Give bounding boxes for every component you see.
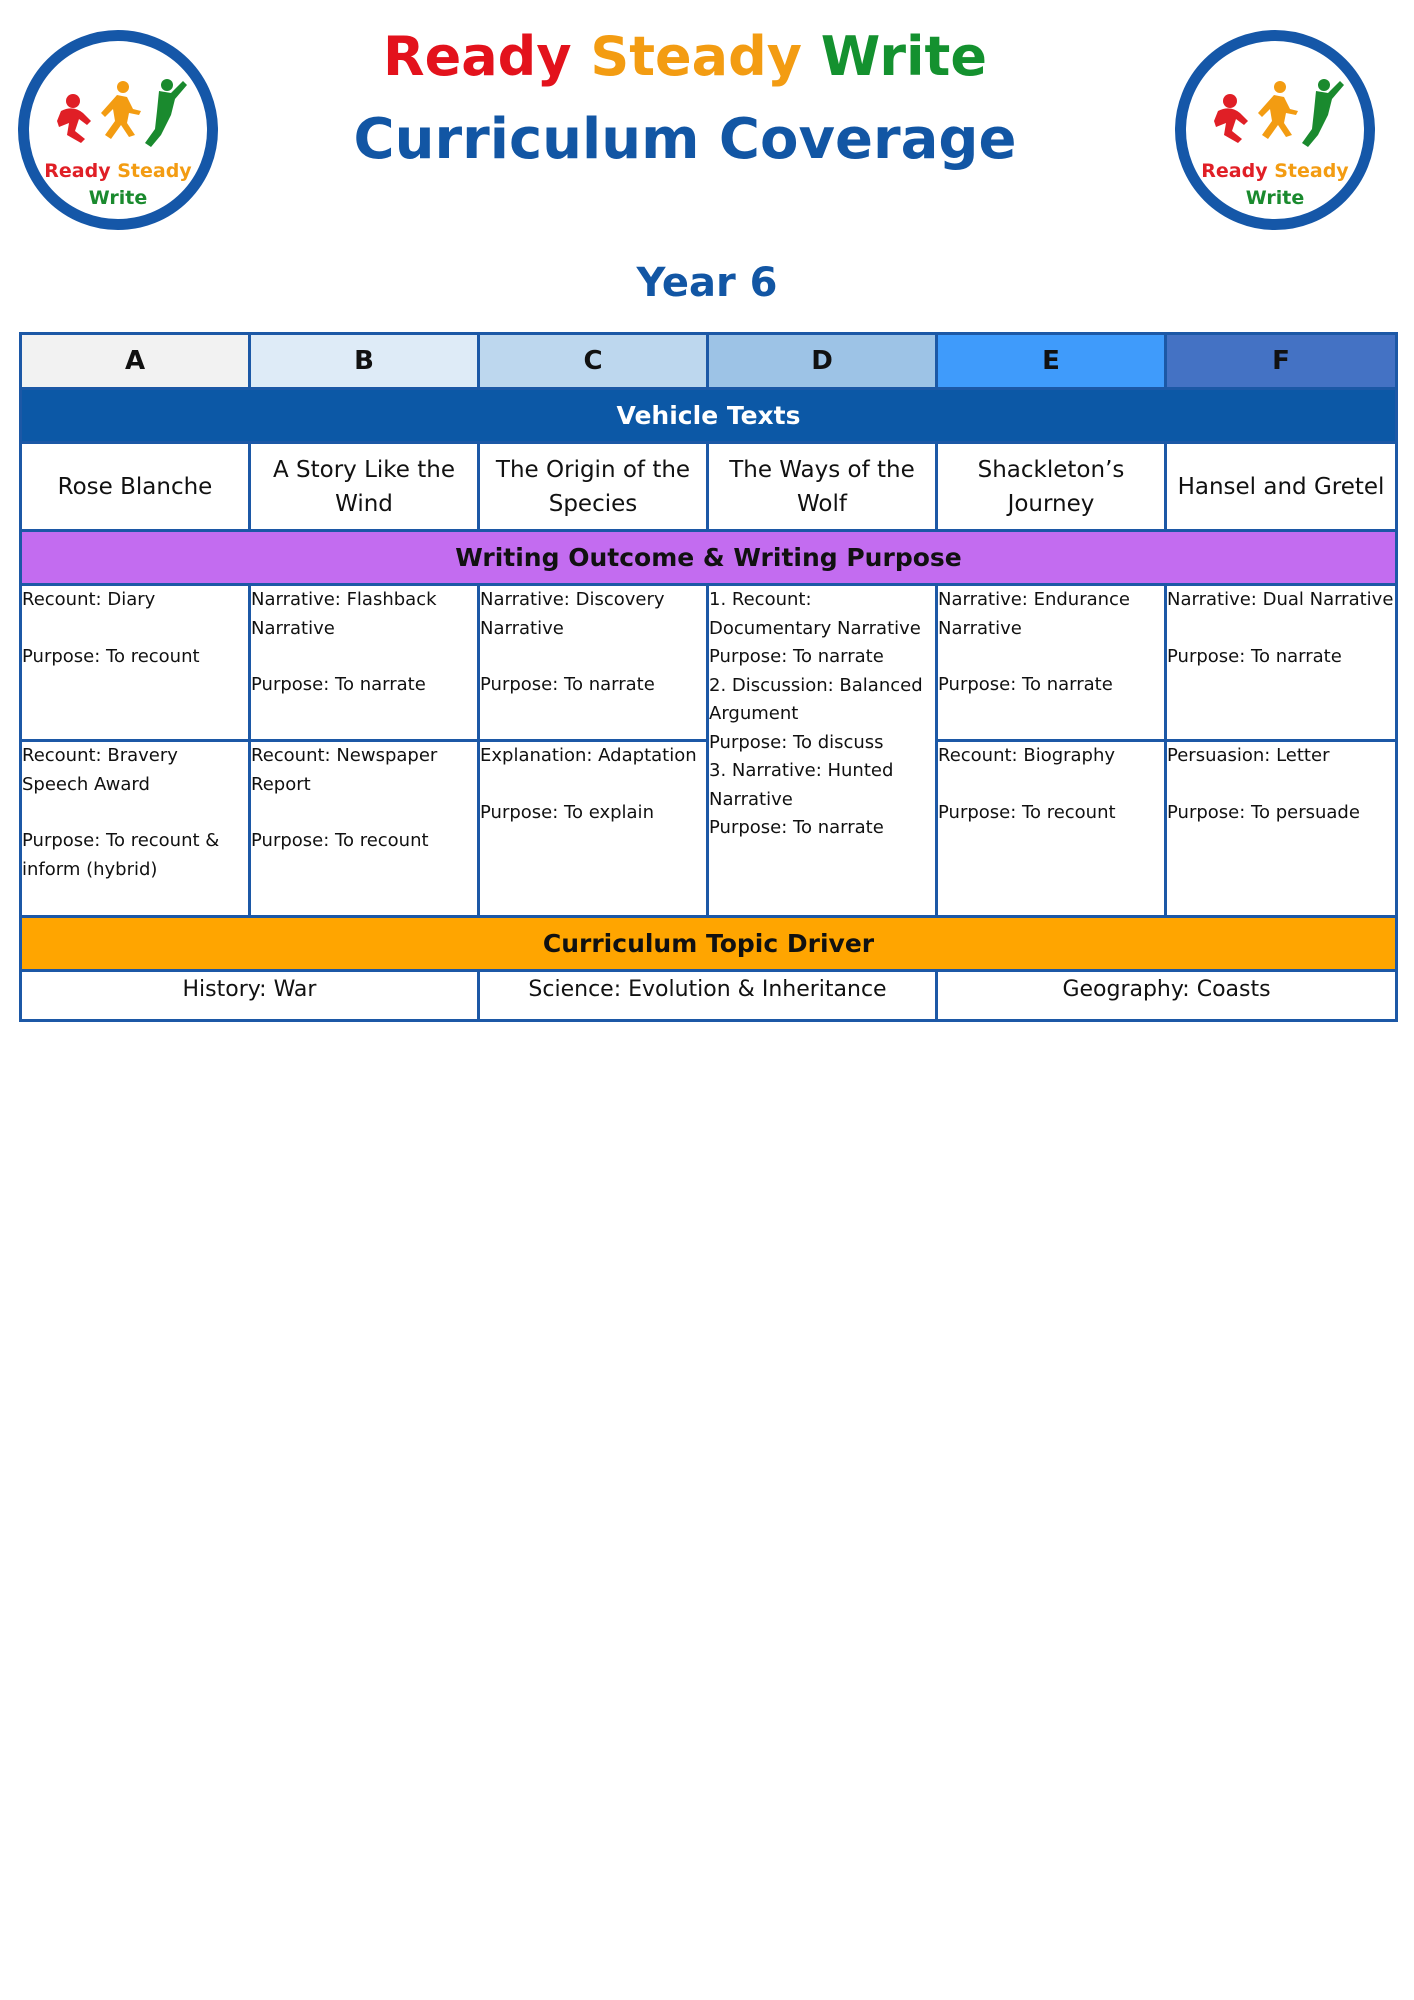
outcome-d-line: Purpose: To narrate — [709, 646, 884, 667]
curriculum-table — [19, 332, 1398, 1022]
topic-row — [21, 971, 1397, 1021]
purpose-text: Purpose: To recount — [22, 645, 200, 667]
outcome-cell — [479, 741, 708, 917]
logo-text-bottom: Write — [1245, 187, 1305, 209]
column-header-row — [21, 334, 1397, 389]
purpose-text: Purpose: To explain — [480, 801, 654, 823]
outcome-d-line: 1. Recount: Documentary Narrative — [709, 589, 921, 639]
outcome-text: Persuasion: Letter — [1167, 745, 1330, 766]
outcome-cell — [250, 741, 479, 917]
topic-cell-science: Science: Evolution & Inheritance — [479, 971, 937, 1021]
outcome-text: Narrative: Endurance Narrative — [938, 589, 1131, 639]
outcome-text: Narrative: Dual Narrative — [1167, 589, 1394, 610]
vehicle-text-cell: A Story Like the Wind — [250, 443, 479, 531]
outcome-d-line: Purpose: To narrate — [709, 817, 884, 838]
outcome-cell — [21, 741, 250, 917]
logo-left — [18, 30, 218, 230]
purpose-text: Purpose: To narrate — [1167, 645, 1342, 667]
purpose-text: Purpose: To recount & inform (hybrid) — [22, 830, 220, 880]
outcome-cell — [479, 585, 708, 741]
section-vehicle-texts: Vehicle Texts — [21, 389, 1397, 443]
column-header: E — [937, 334, 1166, 389]
page-title — [300, 22, 1070, 92]
running-figures-icon — [1208, 75, 1348, 155]
column-header: D — [708, 334, 937, 389]
outcome-text: Recount: Newspaper Report — [251, 745, 438, 795]
topic-cell-history: History: War — [21, 971, 479, 1021]
vehicle-text-cell: Shackleton’s Journey — [937, 443, 1166, 531]
purpose-text: Purpose: To persuade — [1167, 801, 1360, 823]
outcome-cell — [1166, 585, 1397, 741]
outcome-cell — [250, 585, 479, 741]
logo-text-bottom: Write — [88, 187, 148, 209]
logo-right — [1175, 30, 1375, 230]
title-word-ready: Ready — [383, 25, 572, 88]
outcome-text: Recount: Biography — [938, 745, 1116, 766]
section-writing-outcome: Writing Outcome & Writing Purpose — [21, 531, 1397, 585]
outcome-row — [21, 585, 1397, 741]
vehicle-text-cell: Hansel and Gretel — [1166, 443, 1397, 531]
outcome-text: Recount: Diary — [22, 589, 156, 610]
purpose-text: Purpose: To narrate — [251, 674, 426, 695]
outcome-cell — [937, 741, 1166, 917]
outcome-text: Recount: Bravery Speech Award — [22, 745, 178, 795]
outcome-d-line: 2. Discussion: Balanced Argument — [709, 674, 923, 724]
vehicle-text-cell: Rose Blanche — [21, 443, 250, 531]
year-heading: Year 6 — [636, 260, 778, 306]
column-header: C — [479, 334, 708, 389]
column-header: F — [1166, 334, 1397, 389]
running-figures-icon — [51, 75, 191, 155]
vehicle-texts-row — [21, 443, 1397, 531]
page-subtitle: Curriculum Coverage — [353, 107, 1017, 172]
outcome-text: Explanation: Adaptation — [480, 745, 697, 766]
outcome-d-line: 3. Narrative: Hunted Narrative — [709, 760, 894, 810]
purpose-text: Purpose: To narrate — [480, 674, 655, 695]
logo-text-top: Ready Steady — [1201, 160, 1349, 182]
logo-text-top: Ready Steady — [44, 160, 192, 182]
purpose-text: Purpose: To narrate — [938, 674, 1113, 695]
purpose-text: Purpose: To recount — [938, 801, 1116, 823]
section-topic-driver: Curriculum Topic Driver — [21, 917, 1397, 971]
topic-cell-geography: Geography: Coasts — [937, 971, 1397, 1021]
outcome-cell-d — [708, 585, 937, 917]
outcome-cell — [1166, 741, 1397, 917]
vehicle-text-cell: The Origin of the Species — [479, 443, 708, 531]
outcome-cell — [21, 585, 250, 741]
outcome-text: Narrative: Discovery Narrative — [480, 589, 665, 639]
purpose-text: Purpose: To recount — [251, 830, 429, 851]
outcome-d-line: Purpose: To discuss — [709, 731, 884, 753]
outcome-text: Narrative: Flashback Narrative — [251, 589, 437, 639]
column-header: B — [250, 334, 479, 389]
column-header: A — [21, 334, 250, 389]
title-word-steady: Steady — [590, 25, 802, 88]
outcome-cell — [937, 585, 1166, 741]
title-word-write: Write — [820, 25, 987, 88]
vehicle-text-cell: The Ways of the Wolf — [708, 443, 937, 531]
